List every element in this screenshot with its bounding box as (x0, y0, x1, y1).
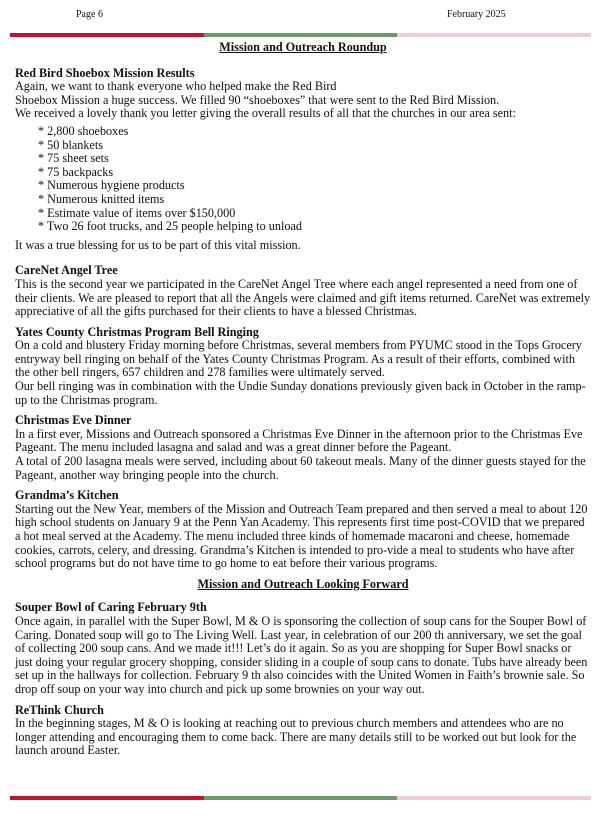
list-item: * 2,800 shoeboxes (38, 123, 129, 138)
article-heading: Souper Bowl of Caring February 9th (15, 600, 207, 615)
divider-red-segment (10, 796, 204, 800)
article-text: This is the second year we participated in the CareNet Angel Tree where each angel represented a need from one of their clients. We are pleased to report that all the Angels were claimed and gift items returned. CareNet was extremely appreciative of all the gifts purchased for their clients to have a blessed Christmas. (15, 276, 591, 319)
article-text: A total of 200 lasagna meals were served, including about 60 takeout meals. Many of the dinner guests stayed for the Pageant, another way bringing people into the church. (15, 454, 586, 482)
article-heading: CareNet Angel Tree (15, 263, 118, 278)
page-number: Page 6 (76, 9, 103, 20)
article-text: In a first ever, Missions and Outreach sponsored a Christmas Eve Dinner in the afternoon prior to the Christmas Eve Pageant. The menu included lasagna and salad and was a great dinner before the Pageant. (15, 426, 583, 455)
article-rethink-church (15, 704, 591, 758)
article-heading: Grandma’s Kitchen (15, 488, 119, 503)
article-carenet (15, 264, 591, 318)
divider-red-segment (10, 33, 204, 37)
article-christmas-eve-dinner (15, 414, 591, 482)
list-item: * Estimate value of items over $150,000 (38, 205, 236, 220)
article-text: Our bell ringing was in combination with the Undie Sunday donations previously given back in October in the ramp-up to the Christmas program. (15, 379, 586, 407)
divider-pink-segment (397, 796, 591, 800)
list-item: * Numerous knitted items (38, 191, 165, 206)
list-item: * 75 backpacks (38, 164, 114, 179)
article-red-bird (15, 67, 591, 253)
list-item: * Numerous hygiene products (38, 178, 185, 193)
list-item: * 75 sheet sets (38, 151, 109, 166)
article-text: On a cold and blustery Friday morning before Christmas, several members from PYUMC stood in the Tops Grocery entryway bell ringing on behalf of the Yates County Christmas Program. As a result of their efforts, combined with the other bell ringers, 657 children and 278 families were ultimately served. (15, 338, 582, 380)
divider-pink-segment (397, 33, 591, 37)
results-list (38, 125, 591, 234)
article-grandmas-kitchen (15, 489, 591, 571)
article-text: Starting out the New Year, members of the Mission and Outreach Team prepared and then served a meal to about 120 high school students on January 9 at the Penn Yan Academy. This represents first time post-COVID that we prepared a hot meal served at the Academy. The menu included three kinds of homemade macaroni and cheese, homemade cookies, carrots, celery, and dressing. Grandma’s Kitchen is intended to pro-vide a meal to students who have after school programs but do not have time to go home to eat before their various programs. (15, 501, 588, 571)
divider-green-segment (204, 33, 398, 37)
article-heading: Yates County Christmas Program Bell Ringing (15, 324, 259, 339)
page-content (15, 41, 591, 765)
divider-green-segment (204, 796, 398, 800)
article-closing: It was a true blessing for us to be part of this vital mission. (15, 237, 301, 252)
article-heading: Christmas Eve Dinner (15, 413, 132, 428)
article-souper-bowl (15, 601, 591, 696)
section-title-looking-forward: Mission and Outreach Looking Forward (197, 576, 409, 591)
article-text: Once again, in parallel with the Super Bowl, M & O is sponsoring the collection of soup cans for the Souper Bowl of Caring. Donated soup will go to The Living Well. Last year, in celebration of our 200 th anniversary, we set the goal of collecting 200 soup cans. And we made it!!! Let’s do it again. So as you are shopping for Super Bowl snacks or just doing your regular grocery shopping, consider sliding in a couple of soup cans to donate. Tubs have already been set up in the hallways for collection. February 9 th also coincides with the United Women in Faith’s brownie sale. So drop off soup on your way into church and pick up some brownies on your way out. (15, 613, 588, 696)
issue-date: February 2025 (447, 9, 506, 20)
article-text: We received a lovely thank you letter giving the overall results of all that the churches in our area sent: (15, 106, 516, 121)
article-text: Shoebox Mission a huge success. We filled 90 “shoeboxes” that were sent to the Red Bird Mission. (15, 92, 500, 107)
article-bell-ringing (15, 326, 591, 408)
article-text: Again, we want to thank everyone who helped make the Red Bird (15, 79, 337, 94)
article-heading: Red Bird Shoebox Mission Results (15, 65, 195, 80)
article-text: In the beginning stages, M & O is looking at reaching out to previous church members and attendees who are no longer attending and encouraging them to come back. There are many details still to be worked out but look for the launch around Easter. (15, 716, 577, 758)
list-item: * 50 blankets (38, 137, 103, 152)
section-title-roundup: Mission and Outreach Roundup (219, 40, 387, 54)
article-heading: ReThink Church (15, 702, 104, 717)
list-item: * Two 26 foot trucks, and 25 people helping to unload (38, 219, 302, 234)
top-divider-bar (10, 33, 591, 37)
bottom-divider-bar (10, 796, 591, 800)
